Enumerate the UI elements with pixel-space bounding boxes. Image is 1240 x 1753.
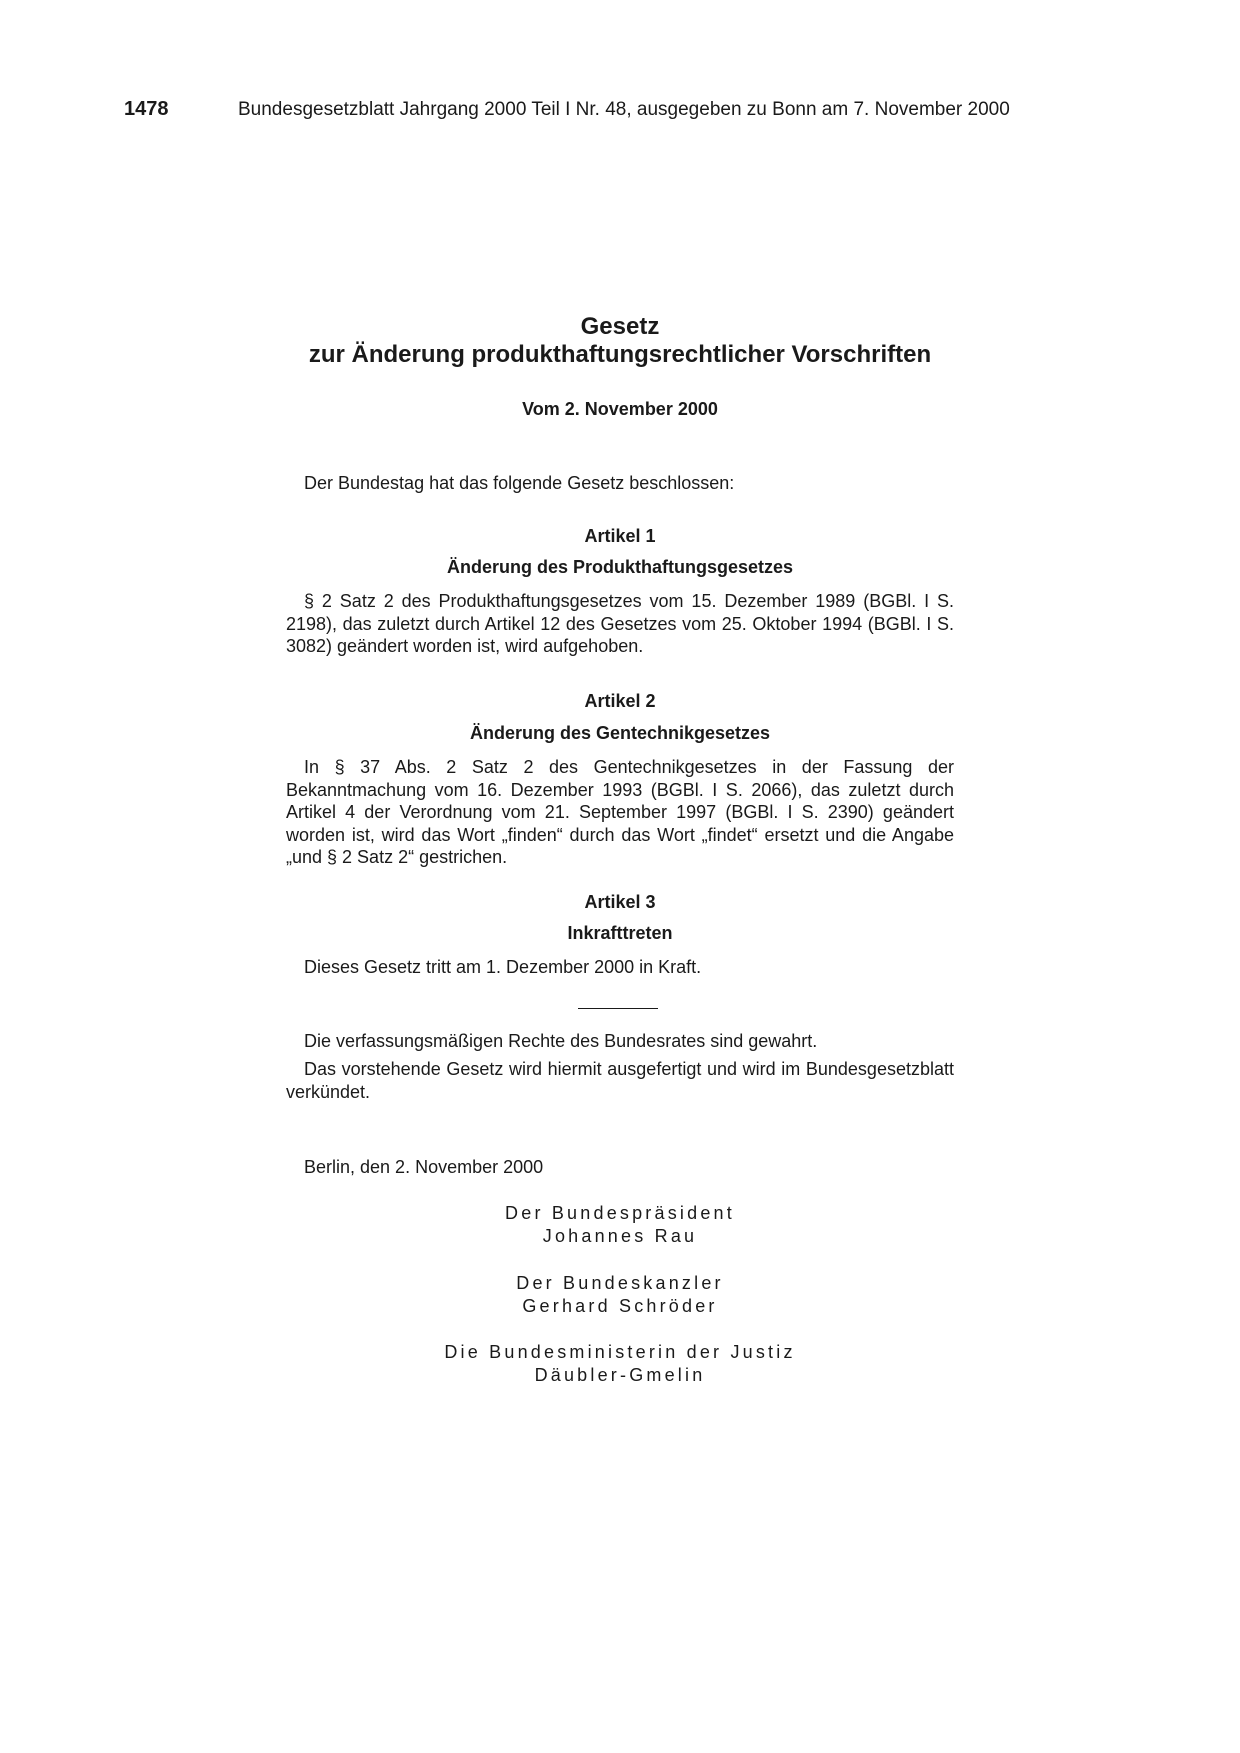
article-2-heading-block [286, 722, 954, 745]
law-date: Vom 2. November 2000 [522, 399, 718, 419]
promulgation-text: Das vorstehende Gesetz wird hiermit ausgefertigt und wird im Bundesgesetzblatt verkündet. [286, 1059, 954, 1102]
signature-name: Däubler-Gmelin [534, 1364, 706, 1385]
article-2 [286, 690, 954, 713]
signature-name: Johannes Rau [542, 1225, 698, 1246]
page-header [0, 98, 1240, 126]
rights-text: Die verfassungsmäßigen Rechte des Bundesrates sind gewahrt. [304, 1031, 818, 1051]
signature-chancellor [286, 1272, 954, 1317]
article-text: Dieses Gesetz tritt am 1. Dezember 2000 in Kraft. [304, 957, 702, 977]
closing-place-date [286, 1156, 954, 1179]
signature-name: Gerhard Schröder [522, 1295, 718, 1316]
article-number: Artikel 2 [584, 691, 656, 711]
article-3-body [286, 956, 954, 979]
article-heading: Inkrafttreten [567, 923, 673, 943]
article-3-heading-block [286, 922, 954, 945]
article-heading: Änderung des Gentechnikgesetzes [469, 723, 771, 743]
closing-rights [286, 1030, 954, 1053]
article-number: Artikel 1 [584, 526, 656, 546]
article-1 [286, 525, 954, 548]
page-number: 1478 [124, 98, 169, 120]
signature-office: Der Bundeskanzler [516, 1273, 724, 1293]
separator-rule [578, 1008, 658, 1009]
article-number: Artikel 3 [584, 892, 656, 912]
article-1-heading-block [286, 556, 954, 579]
article-3 [286, 891, 954, 914]
article-text: In § 37 Abs. 2 Satz 2 des Gentechnikgesetzes in der Fassung der Bekanntmachung vom 16. Dezember 1993 (BGBl. I S. 2066), das zuletzt durch Artikel 4 der Verordnung vom 21. September 1997 (BGBl. I S. 2390) geändert worden ist, wird das Wort „finden“ durch das Wort „findet“ ersetzt und die Angabe „und § 2 Satz 2“ gestrichen. [286, 757, 954, 867]
running-head: Bundesgesetzblatt Jahrgang 2000 Teil I Nr. 48, ausgegeben zu Bonn am 7. November 2000 [238, 99, 1010, 120]
signature-justice-minister [286, 1341, 954, 1386]
signature-office: Der Bundespräsident [505, 1203, 735, 1223]
article-text: § 2 Satz 2 des Produkthaftungsgesetzes vom 15. Dezember 1989 (BGBl. I S. 2198), das zuletzt durch Artikel 12 des Gesetzes vom 25. Oktober 1994 (BGBl. I S. 3082) geändert worden ist, wird aufgehoben. [286, 591, 954, 656]
signature-president [286, 1202, 954, 1247]
article-1-body [286, 590, 954, 658]
place-date-text: Berlin, den 2. November 2000 [304, 1157, 544, 1177]
article-2-body [286, 756, 954, 869]
signature-office: Die Bundesministerin der Justiz [444, 1342, 796, 1362]
preamble-text: Der Bundestag hat das folgende Gesetz beschlossen: [304, 473, 735, 493]
article-heading: Änderung des Produkthaftungsgesetzes [446, 557, 794, 577]
law-title [286, 313, 954, 369]
title-line-2: zur Änderung produkthaftungsrechtlicher Vorschriften [308, 341, 932, 368]
closing-promulgation [286, 1058, 954, 1103]
preamble [286, 472, 954, 495]
title-line-1: Gesetz [580, 313, 660, 340]
